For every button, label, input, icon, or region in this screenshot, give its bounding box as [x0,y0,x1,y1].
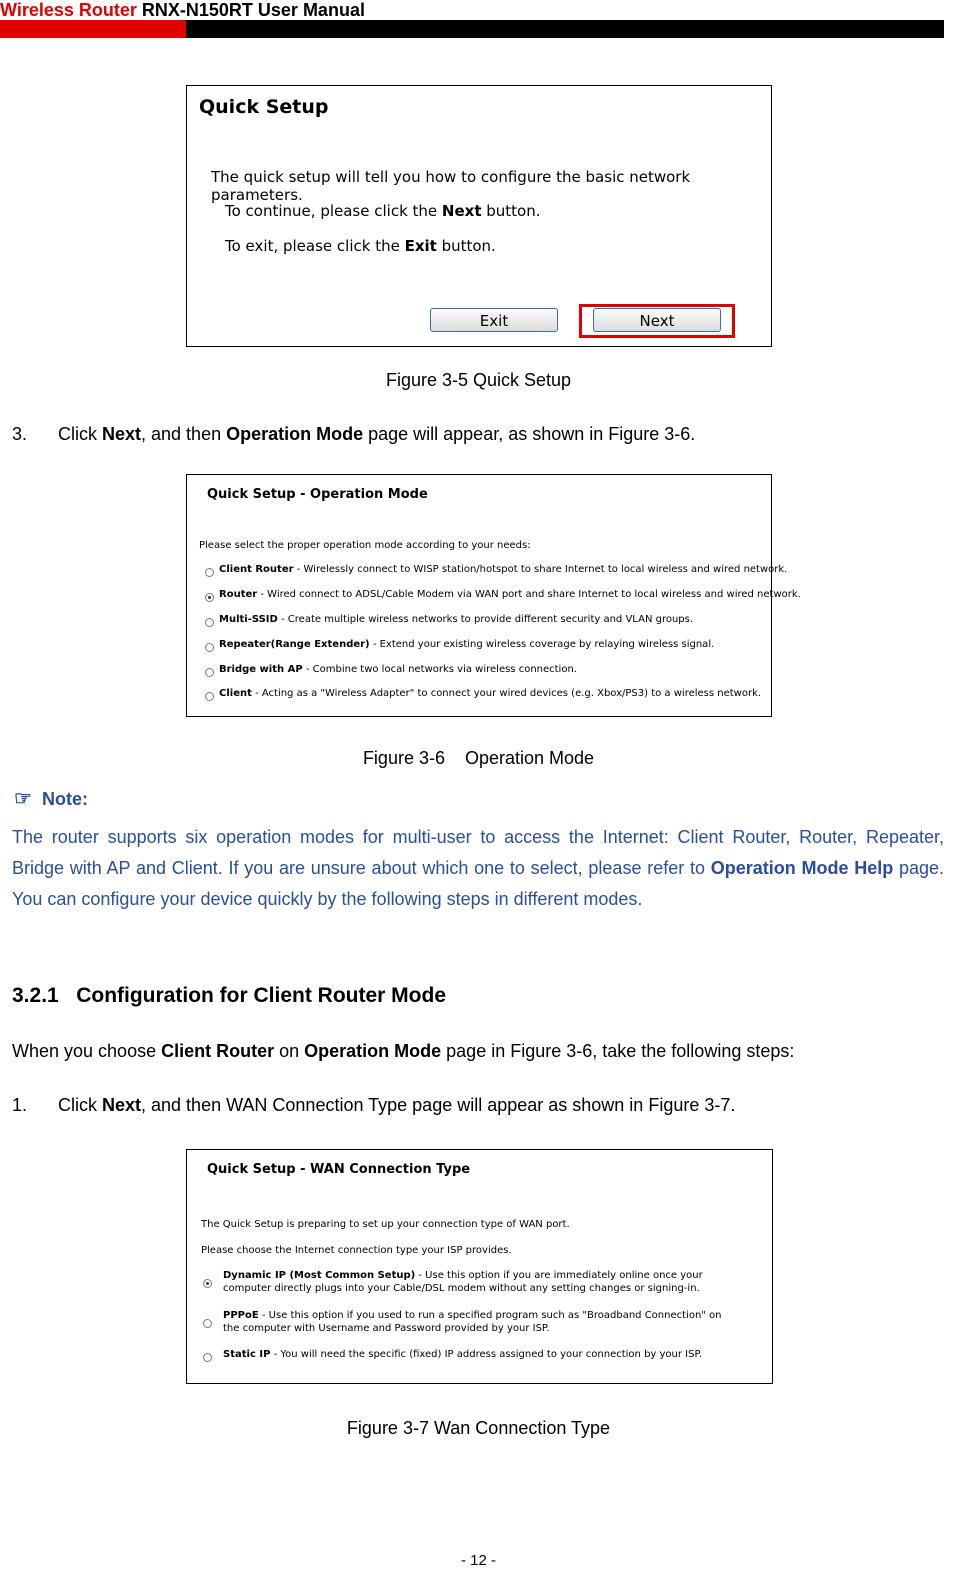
quick-setup-exit [225,237,496,255]
option-client-router: Client Router - Wirelessly connect to WISP station/hotspot to share Internet to local wireless and wired network. [219,564,788,575]
option-dynamic-ip-line2: computer directly plugs into your Cable/DSL modem without any setting changes or signing-in. [223,1283,700,1294]
step-number: 1. [12,1095,28,1115]
option-router: Router - Wired connect to ADSL/Cable Modem via WAN port and share Internet to local wireless and wired network. [219,589,801,600]
step-text: page will appear, as shown in Figure 3-6. [363,424,696,444]
note-text: page. You can configure your device quickly by the following steps in different modes. [12,858,945,909]
step-bold: Next [102,1095,142,1115]
radio-client[interactable] [205,692,214,701]
next-button[interactable]: Next [593,308,721,332]
continue-post: button. [481,202,541,220]
radio-dynamic-ip[interactable] [203,1279,212,1288]
section-text: page in Figure 3-6, take the following steps: [441,1041,795,1061]
section-bold: Operation Mode [304,1041,442,1061]
operation-mode-title: Quick Setup - Operation Mode [207,487,428,502]
quick-setup-continue [225,202,541,220]
step-3 [12,423,944,445]
option-repeater: Repeater(Range Extender) - Extend your existing wireless coverage by relaying wireless signal. [219,639,715,650]
step-number: 3. [12,424,28,444]
quick-setup-intro: The quick setup will tell you how to configure the basic network parameters. [211,168,691,204]
step-text: , and then [141,424,227,444]
radio-client-router[interactable] [205,568,214,577]
page-number: - 12 - [460,1552,496,1569]
section-text: on [274,1041,305,1061]
step-1 [12,1094,944,1116]
note-text: The router supports six operation modes for multi-user to access the Internet: Client Router, Router, Repeater, Bridge with AP and Client. If you are unsure about which one to select, please refer to [12,827,944,878]
figure-3-6-caption: Figure 3-6 Operation Mode [362,748,595,768]
header-model: RNX-N150RT User Manual [136,0,365,20]
exit-text: To exit, please click the [225,237,405,255]
figure-quick-setup [186,85,772,347]
note-bold: Operation Mode Help [710,858,894,878]
header-rule-red [0,20,186,38]
section-bold: Client Router [161,1041,275,1061]
option-client: Client - Acting as a "Wireless Adapter" to connect your wired devices (e.g. Xbox/PS3) to a wireless network. [219,688,762,699]
option-pppoe-line2: the computer with Username and Password provided by your ISP. [223,1323,550,1334]
exit-post: button. [436,237,496,255]
exit-bold: Exit [404,237,437,255]
section-heading: 3.2.1 Configuration for Client Router Mode [12,984,447,1007]
quick-setup-title: Quick Setup [199,96,329,118]
exit-button[interactable]: Exit [430,308,558,332]
operation-mode-intro: Please select the proper operation mode according to your needs: [199,540,531,551]
option-bridge-with-ap: Bridge with AP - Combine two local networks via wireless connection. [219,664,577,675]
step-bold: Operation Mode [226,424,364,444]
step-bold: Next [102,424,142,444]
figure-3-5-caption: Figure 3-5 Quick Setup [385,370,572,390]
header-brand: Wireless Router [0,0,137,20]
section-text: When you choose [12,1041,162,1061]
continue-text: To continue, please click the [225,202,442,220]
radio-repeater[interactable] [205,643,214,652]
option-multi-ssid: Multi-SSID - Create multiple wireless networks to provide different security and VLAN groups. [219,614,694,625]
wan-type-title: Quick Setup - WAN Connection Type [207,1162,471,1177]
continue-bold: Next [441,202,482,220]
wan-type-intro-1: The Quick Setup is preparing to set up your connection type of WAN port. [201,1219,570,1230]
note-paragraph [12,822,944,915]
next-highlight-box [579,304,735,338]
figure-operation-mode [186,474,801,717]
note-heading [14,786,88,811]
note-label: Note: [41,789,88,809]
option-dynamic-ip: Dynamic IP (Most Common Setup) - Use this option if you are immediately online once your [223,1270,703,1281]
radio-pppoe[interactable] [203,1319,212,1328]
option-pppoe: PPPoE - Use this option if you used to run a specified program such as "Broadband Connection" on [223,1310,722,1321]
option-static-ip: Static IP - You will need the specific (fixed) IP address assigned to your connection by your ISP. [223,1349,703,1360]
radio-bridge-with-ap[interactable] [205,668,214,677]
section-paragraph [12,1040,944,1062]
figure-wan-connection-type [186,1149,773,1384]
step-text: , and then WAN Connection Type page will appear as shown in Figure 3-7. [141,1095,736,1115]
radio-router[interactable] [205,593,214,602]
step-text: Click [58,1095,102,1115]
page-header [0,0,365,20]
step-text: Click [58,424,102,444]
header-rule [0,20,944,38]
radio-multi-ssid[interactable] [205,618,214,627]
figure-3-7-caption: Figure 3-7 Wan Connection Type [346,1418,611,1438]
wan-type-intro-2: Please choose the Internet connection type your ISP provides. [201,1245,512,1256]
radio-static-ip[interactable] [203,1353,212,1362]
pointing-hand-icon: ☞ [14,788,32,810]
